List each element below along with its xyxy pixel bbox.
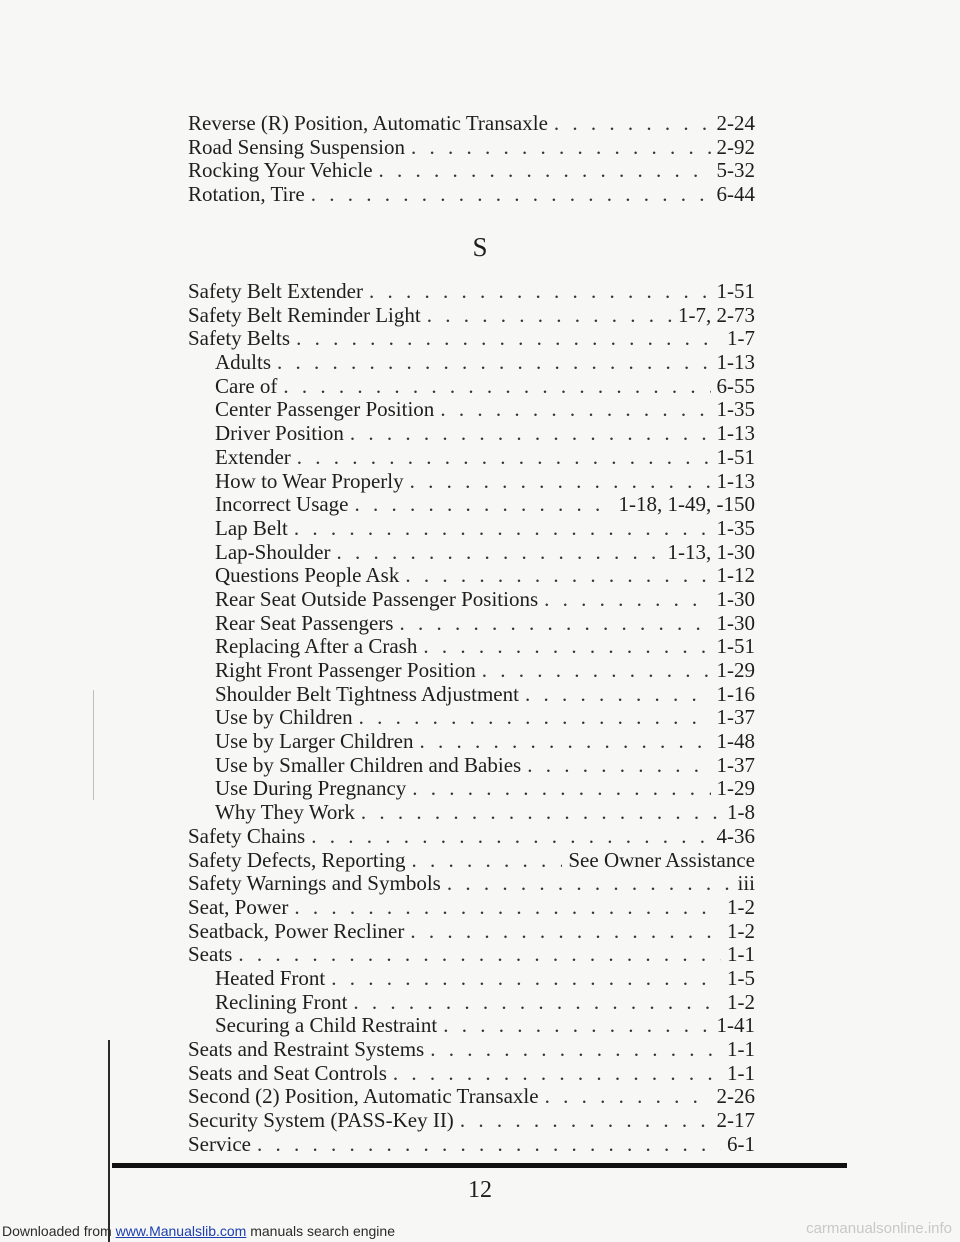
index-section-r — [188, 112, 755, 207]
index-subentry — [188, 635, 755, 659]
index-term: Why They Work — [215, 800, 355, 825]
index-term: Seatback, Power Recliner — [188, 918, 405, 943]
index-page-ref: 1-2 — [727, 918, 755, 943]
page-number: 12 — [468, 1177, 492, 1203]
footer-rule — [112, 1163, 847, 1168]
dot-leader — [331, 967, 721, 991]
index-entry — [188, 112, 755, 136]
dot-leader — [544, 588, 710, 612]
index-page-ref: 1-13 — [716, 468, 755, 493]
index-page-ref: 2-17 — [716, 1108, 755, 1133]
dot-leader — [423, 635, 710, 659]
index-subentry — [188, 612, 755, 636]
index-page-ref: 1-48 — [716, 729, 755, 754]
index-term: Seat, Power — [188, 894, 289, 919]
index-term: Use During Pregnancy — [215, 776, 407, 801]
index-page-ref: 1-30 — [716, 586, 755, 611]
index-subentry — [188, 517, 755, 541]
index-page-ref: 1-37 — [716, 705, 755, 730]
index-term: Center Passenger Position — [215, 397, 435, 422]
dot-leader — [297, 446, 711, 470]
index-entry — [188, 183, 755, 207]
index-page-ref: 1-13, 1-30 — [667, 539, 755, 564]
dot-leader — [412, 777, 710, 801]
site-watermark: carmanualsonline.info — [806, 1220, 952, 1237]
index-entry — [188, 896, 755, 920]
index-page-ref: 1-2 — [727, 894, 755, 919]
index-term: Use by Larger Children — [215, 729, 414, 754]
dot-leader — [350, 422, 711, 446]
dot-leader — [412, 849, 563, 873]
index-term: Replacing After a Crash — [215, 634, 418, 659]
index-subentry — [188, 351, 755, 375]
index-subentry — [188, 683, 755, 707]
index-page-ref: 1-8 — [727, 800, 755, 825]
index-term: Safety Belt Extender — [188, 279, 363, 303]
dot-leader — [545, 1085, 711, 1109]
index-term: Safety Chains — [188, 823, 306, 848]
dot-leader — [405, 564, 710, 588]
index-subentry — [188, 446, 755, 470]
dot-leader — [430, 1038, 721, 1062]
index-subentry — [188, 754, 755, 778]
index-subentry — [188, 541, 755, 565]
index-term: Safety Belt Reminder Light — [188, 302, 421, 327]
index-page-ref: 1-16 — [716, 681, 755, 706]
index-subentry — [188, 801, 755, 825]
index-entry — [188, 943, 755, 967]
dot-leader — [311, 183, 711, 207]
index-term: Second (2) Position, Automatic Transaxle — [188, 1084, 539, 1109]
index-entry — [188, 136, 755, 160]
dot-leader — [527, 754, 710, 778]
index-term: Extender — [215, 444, 291, 469]
dot-leader — [257, 1133, 721, 1157]
index-page-ref: 1-1 — [727, 942, 755, 967]
dot-leader — [427, 304, 672, 328]
index-page-ref: 1-29 — [716, 776, 755, 801]
index-term: Incorrect Usage — [215, 492, 349, 517]
index-term: Safety Warnings and Symbols — [188, 871, 441, 896]
index-page-ref: 1-51 — [716, 634, 755, 659]
dot-leader — [277, 351, 710, 375]
dot-leader — [525, 683, 711, 707]
index-page-ref: 2-24 — [716, 111, 755, 135]
dot-leader — [399, 612, 710, 636]
index-subentry — [188, 706, 755, 730]
index-entry — [188, 304, 755, 328]
index-term: Lap Belt — [215, 515, 288, 540]
index-subentry — [188, 422, 755, 446]
manualslib-link[interactable]: www.Manualslib.com — [115, 1223, 247, 1239]
index-subentry — [188, 493, 755, 517]
index-page-ref: 1-35 — [716, 397, 755, 422]
index-page-ref: 1-1 — [727, 1060, 755, 1085]
index-term: How to Wear Properly — [215, 468, 404, 493]
dot-leader — [294, 896, 721, 920]
index-term: Seats and Seat Controls — [188, 1060, 387, 1085]
index-page-ref: 1-30 — [716, 610, 755, 635]
index-page-ref: See Owner Assistance — [568, 847, 755, 872]
index-term: Road Sensing Suspension — [188, 134, 406, 159]
index-page-ref: 1-29 — [716, 658, 755, 682]
index-subentry — [188, 777, 755, 801]
index-entry — [188, 280, 755, 304]
index-subentry — [188, 659, 755, 683]
index-page-ref: 1-41 — [716, 1013, 755, 1038]
section-letter-heading: S — [472, 232, 488, 262]
download-watermark — [2, 1223, 395, 1239]
index-page-ref: 4-36 — [716, 823, 755, 848]
index-term: Rear Seat Passengers — [215, 610, 394, 635]
dot-leader — [447, 872, 732, 896]
watermark-suffix: manuals search engine — [246, 1223, 395, 1239]
index-term: Rocking Your Vehicle — [188, 158, 373, 183]
dot-leader — [294, 517, 711, 541]
index-page-ref: 1-35 — [716, 515, 755, 540]
index-term: Rotation, Tire — [188, 182, 305, 207]
index-term: Use by Smaller Children and Babies — [215, 752, 522, 777]
index-page-ref: 6-1 — [727, 1131, 755, 1156]
index-term: Safety Belts — [188, 326, 291, 351]
index-page-ref: 1-51 — [716, 279, 755, 303]
index-page-ref: 1-13 — [716, 421, 755, 446]
index-term: Heated Front — [215, 965, 326, 990]
index-subentry — [188, 470, 755, 494]
index-term: Securing a Child Restraint — [215, 1013, 438, 1038]
dot-leader — [393, 1062, 721, 1086]
index-page-ref: 6-55 — [716, 373, 755, 398]
index-page-ref: 2-92 — [716, 134, 755, 159]
index-term: Seats — [188, 942, 233, 967]
index-term: Lap-Shoulder — [215, 539, 331, 564]
index-entry — [188, 1038, 755, 1062]
index-entry — [188, 920, 755, 944]
index-subentry — [188, 730, 755, 754]
index-subentry — [188, 564, 755, 588]
index-entry — [188, 159, 755, 183]
watermark-prefix: Downloaded from — [2, 1223, 116, 1239]
dot-leader — [361, 801, 721, 825]
index-term: Care of — [215, 373, 278, 398]
index-page-ref: iii — [737, 871, 755, 896]
index-term: Driver Position — [215, 421, 344, 446]
index-entry — [188, 1062, 755, 1086]
index-page-ref: 2-26 — [716, 1084, 755, 1109]
index-section-s — [188, 280, 755, 1156]
index-page-ref: 1-37 — [716, 752, 755, 777]
dot-leader — [482, 659, 711, 683]
dot-leader — [554, 112, 711, 136]
index-term: Use by Children — [215, 705, 353, 730]
index-term: Questions People Ask — [215, 563, 400, 588]
index-page-ref: 1-7 — [727, 326, 755, 351]
index-entry — [188, 1133, 755, 1157]
dot-leader — [296, 327, 721, 351]
dot-leader — [410, 470, 711, 494]
index-page-ref: 5-32 — [716, 158, 755, 183]
dot-leader — [283, 375, 710, 399]
dot-leader — [238, 943, 721, 967]
index-term: Service — [188, 1131, 251, 1156]
index-page-ref: 1-51 — [716, 444, 755, 469]
dot-leader — [311, 825, 710, 849]
dot-leader — [359, 706, 711, 730]
index-page-ref: 1-5 — [727, 965, 755, 990]
index-page-ref: 1-18, 1-49, -150 — [618, 492, 755, 517]
index-subentry — [188, 375, 755, 399]
index-entry — [188, 327, 755, 351]
index-subentry — [188, 398, 755, 422]
index-subentry — [188, 588, 755, 612]
index-page-ref: 1-7, 2-73 — [678, 302, 755, 327]
index-entry — [188, 825, 755, 849]
dot-leader — [419, 730, 710, 754]
dot-leader — [443, 1014, 710, 1038]
dot-leader — [353, 991, 721, 1015]
index-subentry — [188, 991, 755, 1015]
index-subentry — [188, 1014, 755, 1038]
index-term: Reclining Front — [215, 989, 348, 1014]
index-term: Seats and Restraint Systems — [188, 1037, 425, 1061]
index-entry — [188, 1085, 755, 1109]
binding-line — [108, 1040, 110, 1242]
index-entry — [188, 872, 755, 896]
index-term: Security System (PASS-Key II) — [188, 1108, 454, 1133]
index-term: Right Front Passenger Position — [215, 658, 476, 682]
index-subentry — [188, 967, 755, 991]
dot-leader — [460, 1109, 711, 1133]
index-page-ref: 1-2 — [727, 989, 755, 1014]
index-entry — [188, 1109, 755, 1133]
dot-leader — [440, 398, 710, 422]
index-page-ref: 1-13 — [716, 350, 755, 375]
dot-leader — [355, 493, 613, 517]
scan-mark — [93, 690, 94, 800]
index-term: Safety Defects, Reporting — [188, 847, 406, 872]
dot-leader — [369, 280, 711, 304]
index-term: Shoulder Belt Tightness Adjustment — [215, 681, 519, 706]
index-term: Rear Seat Outside Passenger Positions — [215, 586, 539, 611]
dot-leader — [411, 136, 710, 160]
index-entry — [188, 849, 755, 873]
index-page-ref: 1-12 — [716, 563, 755, 588]
dot-leader — [379, 159, 711, 183]
index-term: Reverse (R) Position, Automatic Transaxle — [188, 111, 548, 135]
index-page-ref: 1-1 — [727, 1037, 755, 1061]
dot-leader — [410, 920, 721, 944]
dot-leader — [336, 541, 661, 565]
index-page-ref: 6-44 — [716, 182, 755, 207]
index-term: Adults — [215, 350, 272, 375]
